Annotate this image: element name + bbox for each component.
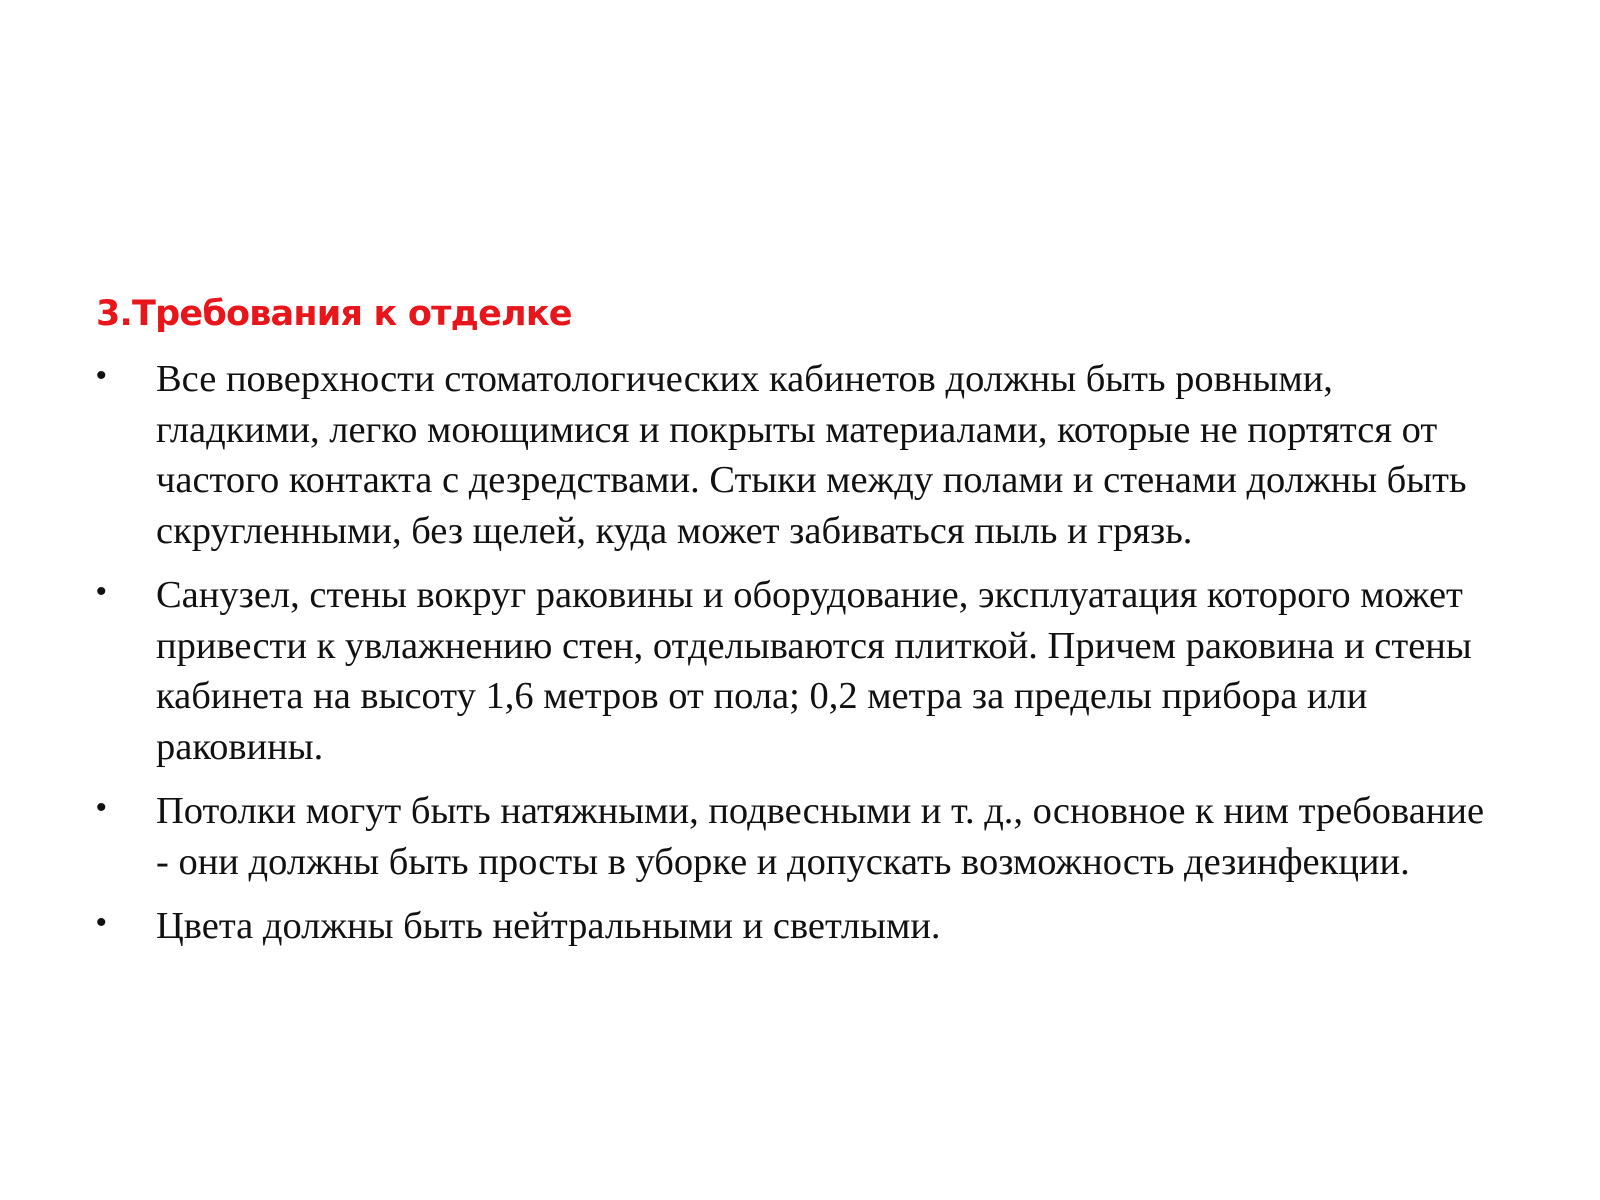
bullet-text: Цвета должны быть нейтральными и светлыми. <box>156 905 941 947</box>
bullet-text: Санузел, стены вокруг раковины и оборудование, эксплуатация которого может привести к увлажнению стен, отделываются плиткой. Причем раковина и стены кабинета на высоту 1,6 метров от пола; 0,2 метра за пределы прибора или раковины. <box>156 574 1472 768</box>
bullet-item <box>96 354 1496 556</box>
bullet-dot-icon: • <box>96 359 107 392</box>
bullet-dot-icon: • <box>96 575 107 608</box>
bullet-list <box>96 354 1496 966</box>
bullet-item <box>96 786 1496 887</box>
bullet-item <box>96 570 1496 772</box>
bullet-dot-icon: • <box>96 906 107 939</box>
bullet-item <box>96 901 1496 952</box>
bullet-text: Все поверхности стоматологических кабинетов должны быть ровными, гладкими, легко моющимися и покрыты материалами, которые не портятся от частого контакта с дезредствами. Стыки между полами и стенами должны быть скругленными, без щелей, куда может забиваться пыль и грязь. <box>156 358 1467 552</box>
bullet-dot-icon: • <box>96 791 107 824</box>
slide-heading: 3.Требования к отделке <box>96 294 572 334</box>
bullet-text: Потолки могут быть натяжными, подвесными и т. д., основное к ним требование - они должны быть просты в уборке и допускать возможность дезинфекции. <box>156 790 1485 883</box>
